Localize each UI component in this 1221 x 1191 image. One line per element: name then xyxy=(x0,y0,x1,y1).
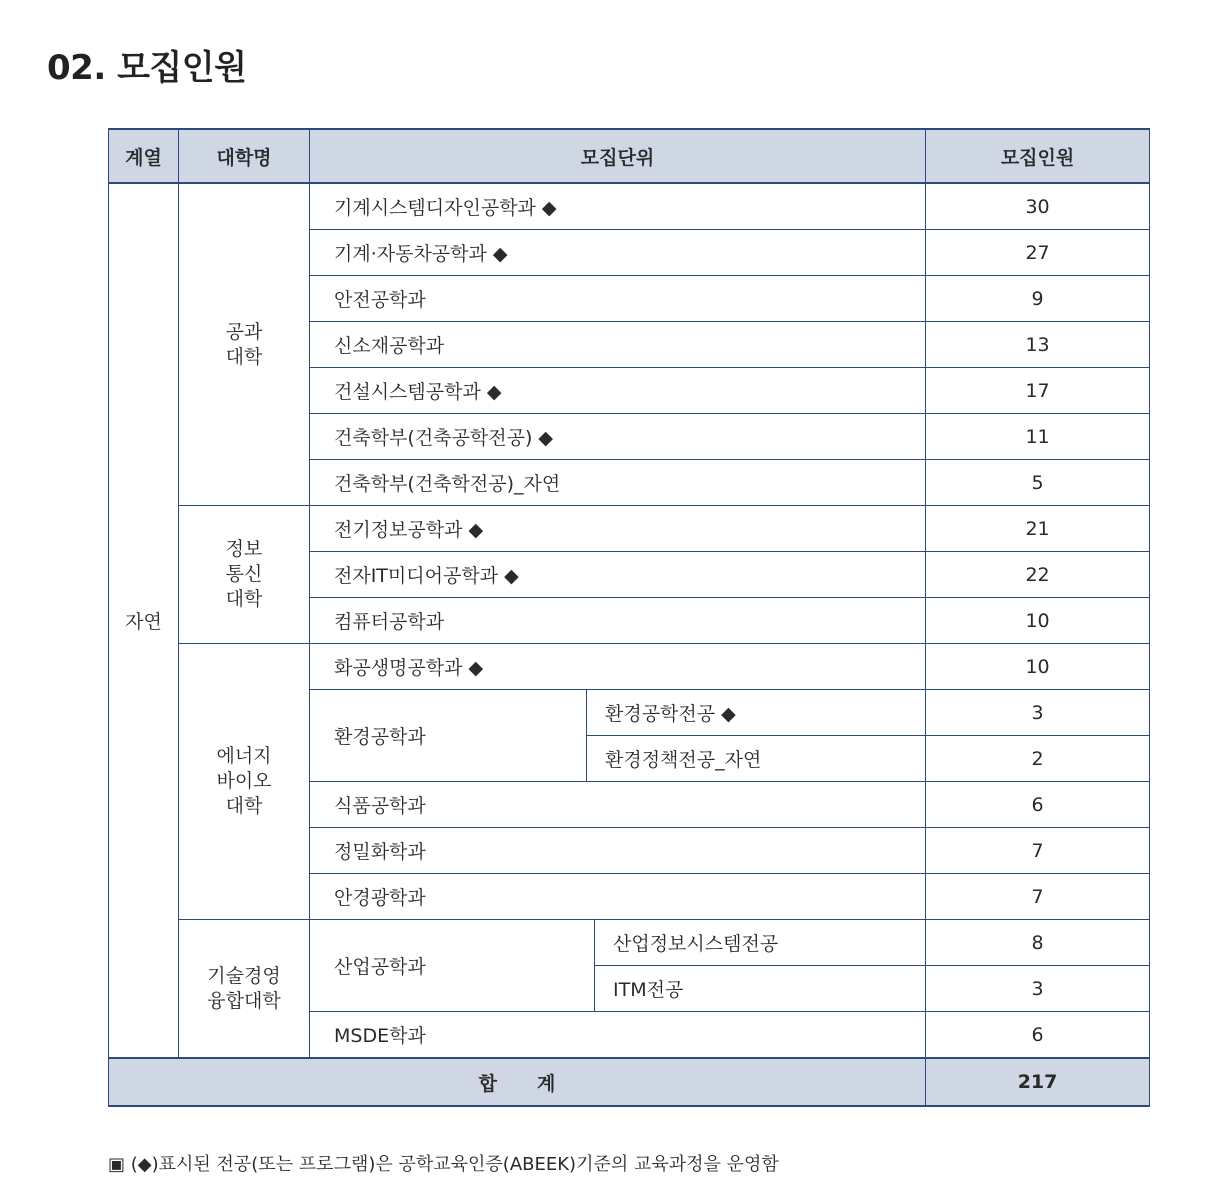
total-row xyxy=(109,1058,1150,1106)
count-cell: 6 xyxy=(926,1012,1150,1059)
college-tech-management: 기술경영 융합대학 xyxy=(179,920,310,1059)
total-value: 217 xyxy=(926,1058,1150,1106)
count-cell: 7 xyxy=(926,874,1150,920)
unit-cell: 산업공학과 xyxy=(310,920,595,1012)
header-unit: 모집단위 xyxy=(310,129,926,183)
header-college: 대학명 xyxy=(179,129,310,183)
footnote: ▣ (◆)표시된 전공(또는 프로그램)은 공학교육인증(ABEEK)기준의 교육과정을 운영함 xyxy=(108,1154,779,1175)
header-count: 모집인원 xyxy=(926,129,1150,183)
unit-cell: 식품공학과 xyxy=(310,782,926,828)
unit-cell: 안전공학과 xyxy=(310,276,926,322)
unit-cell: 화공생명공학과 ◆ xyxy=(310,644,926,690)
unit-cell: 건축학부(건축공학전공) ◆ xyxy=(310,414,926,460)
count-cell: 30 xyxy=(926,183,1150,230)
college-engineering: 공과 대학 xyxy=(179,183,310,506)
unit-cell: 전자IT미디어공학과 ◆ xyxy=(310,552,926,598)
count-cell: 22 xyxy=(926,552,1150,598)
unit-cell: 환경공학과 xyxy=(310,690,587,782)
recruitment-table xyxy=(108,128,1150,1107)
count-cell: 6 xyxy=(926,782,1150,828)
count-cell: 17 xyxy=(926,368,1150,414)
unit-cell: 신소재공학과 xyxy=(310,322,926,368)
count-cell: 2 xyxy=(926,736,1150,782)
major-cell: 환경정책전공_자연 xyxy=(587,736,926,782)
count-cell: 10 xyxy=(926,644,1150,690)
count-cell: 9 xyxy=(926,276,1150,322)
header-field: 계열 xyxy=(109,129,179,183)
table-row xyxy=(109,506,1150,552)
unit-cell: 정밀화학과 xyxy=(310,828,926,874)
total-label: 합계 xyxy=(109,1058,926,1106)
table-row xyxy=(109,920,1150,966)
count-cell: 3 xyxy=(926,690,1150,736)
unit-cell: 안경광학과 xyxy=(310,874,926,920)
major-cell: 환경공학전공 ◆ xyxy=(587,690,926,736)
table-header-row xyxy=(109,129,1150,183)
unit-cell: 건설시스템공학과 ◆ xyxy=(310,368,926,414)
unit-cell: 건축학부(건축학전공)_자연 xyxy=(310,460,926,506)
unit-cell: 기계시스템디자인공학과 ◆ xyxy=(310,183,926,230)
count-cell: 11 xyxy=(926,414,1150,460)
unit-cell: 기계·자동차공학과 ◆ xyxy=(310,230,926,276)
count-cell: 8 xyxy=(926,920,1150,966)
unit-cell: 전기정보공학과 ◆ xyxy=(310,506,926,552)
count-cell: 21 xyxy=(926,506,1150,552)
count-cell: 13 xyxy=(926,322,1150,368)
major-cell: ITM전공 xyxy=(595,966,926,1012)
count-cell: 10 xyxy=(926,598,1150,644)
table-row xyxy=(109,644,1150,690)
count-cell: 27 xyxy=(926,230,1150,276)
unit-cell: MSDE학과 xyxy=(310,1012,926,1059)
count-cell: 3 xyxy=(926,966,1150,1012)
count-cell: 7 xyxy=(926,828,1150,874)
field-cell: 자연 xyxy=(109,183,179,1058)
page-title: 02. 모집인원 xyxy=(47,48,247,88)
college-energy-bio: 에너지 바이오 대학 xyxy=(179,644,310,920)
table-row xyxy=(109,183,1150,230)
major-cell: 산업정보시스템전공 xyxy=(595,920,926,966)
unit-cell: 컴퓨터공학과 xyxy=(310,598,926,644)
count-cell: 5 xyxy=(926,460,1150,506)
college-ict: 정보 통신 대학 xyxy=(179,506,310,644)
